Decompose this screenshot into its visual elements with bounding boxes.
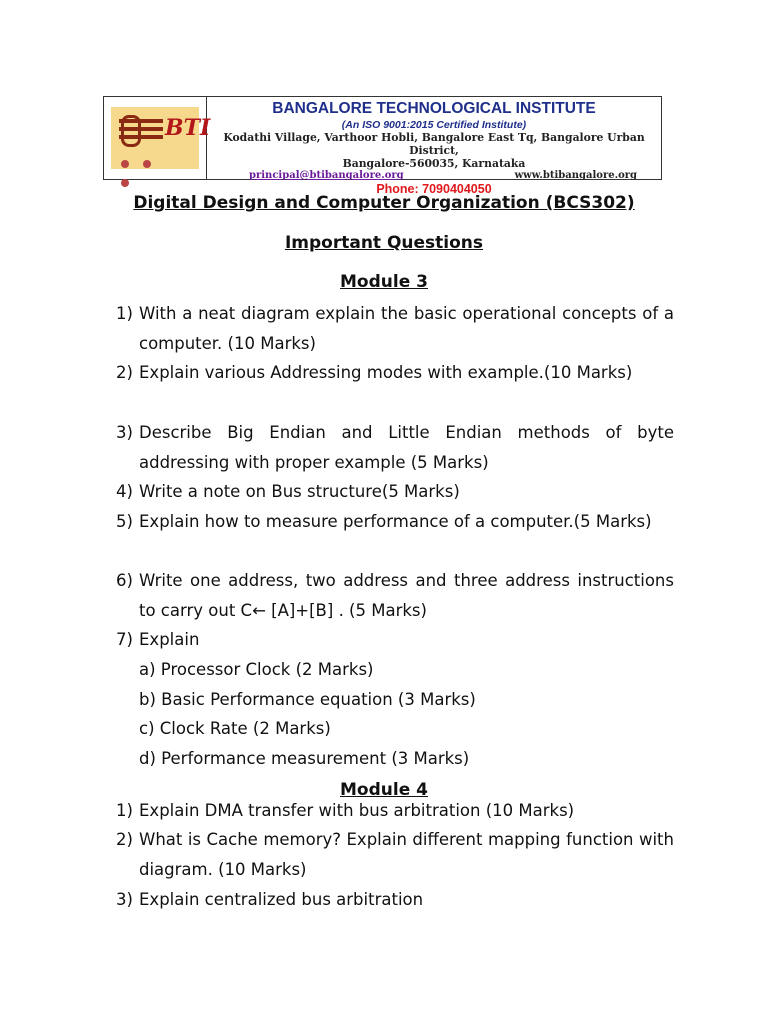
institute-info: [207, 97, 661, 196]
module-4-heading: Module 4: [340, 780, 428, 800]
list-item: [116, 358, 674, 388]
website-link[interactable]: www.btibangalore.org: [514, 170, 637, 181]
phone-number: Phone: 7090404050: [376, 182, 492, 196]
question-text: Describe Big Endian and Little Endian methods of byte addressing with proper example (5 Marks): [139, 423, 674, 472]
email-link[interactable]: principal@btibangalore.org: [249, 170, 404, 181]
list-item: [116, 507, 674, 537]
list-item: [116, 299, 674, 358]
question-number: 6): [116, 571, 133, 590]
page-subtitle: Important Questions: [284, 233, 484, 253]
question-number: 5): [116, 512, 133, 531]
sub-item: a) Processor Clock (2 Marks): [139, 660, 374, 679]
institute-name: BANGALORE TECHNOLOGICAL INSTITUTE: [272, 100, 596, 117]
question-text: Explain various Addressing modes with example.(10 Marks): [139, 363, 633, 382]
question-text: Write one address, two address and three address instructions to carry out C← [A]+[B] . (5 Marks): [139, 571, 674, 620]
logo-text: BTI: [165, 115, 211, 141]
question-text: Explain centralized bus arbitration: [139, 890, 424, 909]
list-item: [116, 566, 674, 625]
question-text: Explain: [139, 630, 200, 649]
logo-stripe: [119, 127, 163, 131]
logo-cell: [104, 97, 211, 179]
address-line-2: Bangalore-560035, Karnataka: [342, 157, 526, 170]
list-item: [116, 418, 674, 477]
module-3-heading: Module 3: [340, 272, 428, 292]
course-title: Digital Design and Computer Organization (BCS302): [133, 193, 635, 213]
question-number: 1): [116, 304, 133, 323]
list-item: [116, 796, 674, 826]
list-item: [116, 477, 674, 507]
list-item: [116, 885, 674, 915]
question-number: 3): [116, 423, 133, 442]
sub-item: c) Clock Rate (2 Marks): [139, 719, 331, 738]
question-number: 3): [116, 890, 133, 909]
institute-header: [103, 96, 662, 196]
question-number: 2): [116, 363, 133, 382]
question-number: 1): [116, 801, 133, 820]
list-item: [116, 825, 674, 884]
logo-stripe: [119, 135, 163, 139]
sub-item: b) Basic Performance equation (3 Marks): [139, 690, 476, 709]
contact-row: [207, 170, 661, 181]
iso-certification: (An ISO 9001:2015 Certified Institute): [341, 119, 527, 131]
sub-item: d) Performance measurement (3 Marks): [139, 749, 470, 768]
institute-logo: [111, 107, 211, 169]
question-text: What is Cache memory? Explain different mapping function with diagram. (10 Marks): [139, 830, 674, 879]
logo-badges-icon: [121, 153, 181, 163]
question-text: Write a note on Bus structure(5 Marks): [139, 482, 460, 501]
address-line-1: Kodathi Village, Varthoor Hobli, Bangalore East Tq, Bangalore Urban District,: [223, 131, 645, 157]
question-number: 4): [116, 482, 133, 501]
question-text: Explain DMA transfer with bus arbitration (10 Marks): [139, 801, 575, 820]
question-text: Explain how to measure performance of a computer.(5 Marks): [139, 512, 652, 531]
question-number: 2): [116, 830, 133, 849]
list-item: [116, 625, 674, 655]
logo-stripe: [119, 119, 163, 123]
question-text: With a neat diagram explain the basic operational concepts of a computer. (10 Marks): [139, 304, 674, 353]
question-number: 7): [116, 630, 133, 649]
